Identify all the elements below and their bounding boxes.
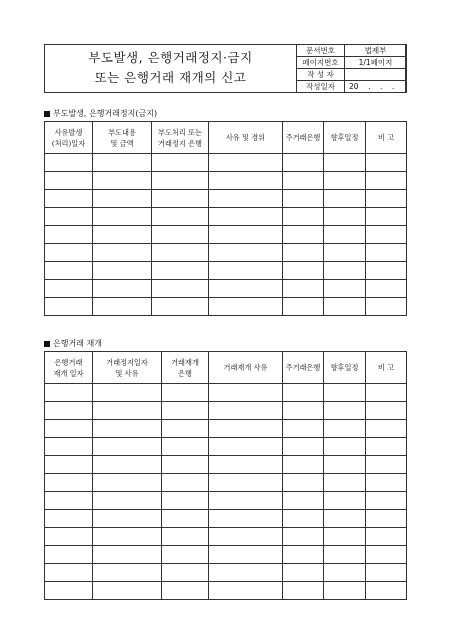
table-cell[interactable] [45,564,93,582]
table-cell[interactable] [283,262,324,280]
table-row [45,244,407,262]
table-cell[interactable] [324,438,366,456]
meta-value: 법제부 [345,45,407,57]
table-row [45,474,407,492]
table-cell[interactable] [152,262,209,280]
table-cell[interactable] [45,474,93,492]
table-cell[interactable] [209,190,283,208]
table-cell[interactable] [324,172,366,190]
table-cell[interactable] [93,564,162,582]
table-cell[interactable] [366,190,407,208]
meta-value: 20 . . . [345,81,407,93]
table-cell[interactable] [93,510,162,528]
resumption-report-table [44,351,407,600]
document-title [44,44,297,92]
table-cell[interactable] [366,208,407,226]
default-report-table [44,121,407,316]
table-cell[interactable] [283,298,324,316]
table-cell[interactable] [45,384,93,402]
table-cell[interactable] [209,226,283,244]
table-cell[interactable] [324,510,366,528]
table-cell[interactable] [162,546,209,564]
table-cell[interactable] [45,208,93,226]
table-cell[interactable] [93,546,162,564]
table-cell[interactable] [162,402,209,420]
table-cell[interactable] [209,262,283,280]
table-row [45,172,407,190]
table-row [45,190,407,208]
table-cell[interactable] [45,456,93,474]
table-cell[interactable] [45,154,93,172]
table-cell[interactable] [93,402,162,420]
table-cell[interactable] [283,492,324,510]
table-cell[interactable] [366,154,407,172]
meta-label: 문서번호 [297,45,345,57]
column-header: 부도처리 또는 거래정지 은행 [152,122,209,154]
table-cell[interactable] [283,172,324,190]
table-cell[interactable] [324,244,366,262]
table-cell[interactable] [152,172,209,190]
column-header: 비 고 [366,352,407,384]
table-cell[interactable] [93,190,152,208]
table-cell[interactable] [324,528,366,546]
table-cell[interactable] [209,582,283,600]
table-cell[interactable] [366,492,407,510]
table-cell[interactable] [283,438,324,456]
table-cell[interactable] [366,172,407,190]
table-cell[interactable] [162,438,209,456]
column-header: 향후일정 [324,352,366,384]
table-cell[interactable] [93,172,152,190]
table-row [45,528,407,546]
table-cell[interactable] [152,226,209,244]
square-bullet-icon [44,111,50,117]
meta-row [297,81,407,93]
title-line-2: 또는 은행거래 재개의 신고 [94,70,247,85]
meta-row [297,69,407,81]
table-row [45,582,407,600]
table-row [45,280,407,298]
table-cell[interactable] [366,420,407,438]
column-header: 거래정지일자 및 사유 [93,352,162,384]
table-cell[interactable] [283,280,324,298]
title-line-1: 부도발생, 은행거래정지·금지 [88,50,253,65]
table-cell[interactable] [45,190,93,208]
table-cell[interactable] [209,244,283,262]
table-row [45,546,407,564]
table-cell[interactable] [209,208,283,226]
table-cell[interactable] [366,474,407,492]
table-cell[interactable] [324,564,366,582]
table-cell[interactable] [45,402,93,420]
table-cell[interactable] [209,492,283,510]
table-cell[interactable] [93,154,152,172]
table-cell[interactable] [209,510,283,528]
table-cell[interactable] [209,384,283,402]
table-cell[interactable] [324,492,366,510]
table-row [45,298,407,316]
table-cell[interactable] [366,384,407,402]
column-header: 주거래은행 [283,122,324,154]
table-row [45,438,407,456]
table-cell[interactable] [324,456,366,474]
table-cell[interactable] [93,244,152,262]
table-row [45,456,407,474]
section-2-title: 은행거래 재개 [53,339,102,348]
table-cell[interactable] [366,528,407,546]
table-cell[interactable] [93,208,152,226]
table-cell[interactable] [209,456,283,474]
section-2-label [44,338,102,349]
table-cell[interactable] [324,402,366,420]
meta-row [297,57,407,69]
table-cell[interactable] [45,244,93,262]
table-cell[interactable] [93,438,162,456]
table-cell[interactable] [162,420,209,438]
table-cell[interactable] [366,510,407,528]
document-meta-table [296,44,407,93]
table-cell[interactable] [324,226,366,244]
table-row [45,208,407,226]
table-cell[interactable] [152,298,209,316]
table-cell[interactable] [209,280,283,298]
column-header: 부도내용 및 금액 [93,122,152,154]
table-cell[interactable] [45,546,93,564]
table-row [45,384,407,402]
table-cell[interactable] [209,172,283,190]
meta-label: 페이지번호 [297,57,345,69]
column-header: 사유발생 (처리)일자 [45,122,93,154]
table-cell[interactable] [209,420,283,438]
table-cell[interactable] [209,474,283,492]
table-cell[interactable] [45,510,93,528]
table-cell[interactable] [283,564,324,582]
table-cell[interactable] [324,384,366,402]
table-cell[interactable] [152,154,209,172]
table-cell[interactable] [283,154,324,172]
meta-row [297,45,407,57]
table-cell[interactable] [324,546,366,564]
table-cell[interactable] [45,226,93,244]
table-cell[interactable] [152,244,209,262]
table-row [45,154,407,172]
table-cell[interactable] [324,298,366,316]
table-cell[interactable] [45,420,93,438]
table-row [45,510,407,528]
table-cell[interactable] [366,262,407,280]
table-cell[interactable] [324,474,366,492]
table-cell[interactable] [45,582,93,600]
table-cell[interactable] [283,456,324,474]
column-header: 거래재개 은행 [162,352,209,384]
table-row [45,420,407,438]
table-cell[interactable] [45,492,93,510]
meta-value [345,69,407,81]
table-cell[interactable] [283,546,324,564]
table-cell[interactable] [162,474,209,492]
table-cell[interactable] [366,546,407,564]
column-header: 주거래은행 [283,352,324,384]
table-cell[interactable] [283,226,324,244]
table-cell[interactable] [283,528,324,546]
table-row [45,262,407,280]
table-cell[interactable] [324,154,366,172]
table-cell[interactable] [152,280,209,298]
table-cell[interactable] [93,582,162,600]
column-header: 향후일정 [324,122,366,154]
table-cell[interactable] [283,244,324,262]
table-cell[interactable] [324,582,366,600]
table-cell[interactable] [162,384,209,402]
table-cell[interactable] [283,510,324,528]
table-cell[interactable] [93,492,162,510]
table-cell[interactable] [324,420,366,438]
table-cell[interactable] [366,402,407,420]
table-cell[interactable] [366,280,407,298]
table-cell[interactable] [93,226,152,244]
table-cell[interactable] [45,438,93,456]
table-cell[interactable] [209,528,283,546]
square-bullet-icon [44,341,50,347]
column-header: 은행거래 재개 일자 [45,352,93,384]
table-cell[interactable] [283,208,324,226]
table-cell[interactable] [93,456,162,474]
section-1-title: 부도발생, 은행거래정지(금지) [53,109,158,118]
table-cell[interactable] [283,420,324,438]
table-cell[interactable] [283,190,324,208]
table-cell[interactable] [209,546,283,564]
table-cell[interactable] [45,172,93,190]
table-cell[interactable] [162,492,209,510]
table-cell[interactable] [283,384,324,402]
table-cell[interactable] [209,564,283,582]
table-cell[interactable] [366,564,407,582]
table-cell[interactable] [152,208,209,226]
table-cell[interactable] [93,384,162,402]
table-cell[interactable] [366,456,407,474]
table-header-row [45,352,407,384]
table-cell[interactable] [152,190,209,208]
table-cell[interactable] [162,528,209,546]
table-cell[interactable] [93,528,162,546]
table-cell[interactable] [45,262,93,280]
meta-value: 1/1페이지 [345,57,407,69]
table-cell[interactable] [283,402,324,420]
table-row [45,402,407,420]
table-cell[interactable] [45,280,93,298]
table-cell[interactable] [366,582,407,600]
table-cell[interactable] [45,528,93,546]
table-cell[interactable] [93,280,152,298]
table-cell[interactable] [93,420,162,438]
table-cell[interactable] [366,226,407,244]
column-header: 비 고 [366,122,407,154]
table-cell[interactable] [283,582,324,600]
table-cell[interactable] [93,298,152,316]
table-cell[interactable] [45,298,93,316]
table-cell[interactable] [162,510,209,528]
table-row [45,492,407,510]
table-row [45,564,407,582]
table-cell[interactable] [324,190,366,208]
table-cell[interactable] [324,280,366,298]
meta-label: 작 성 자 [297,69,345,81]
table-cell[interactable] [324,208,366,226]
table-cell[interactable] [162,456,209,474]
table-cell[interactable] [366,298,407,316]
column-header: 사유 및 경위 [209,122,283,154]
table-cell[interactable] [324,262,366,280]
table-cell[interactable] [209,438,283,456]
table-cell[interactable] [366,438,407,456]
section-1-label [44,108,157,119]
table-cell[interactable] [366,244,407,262]
table-cell[interactable] [162,582,209,600]
table-cell[interactable] [93,474,162,492]
column-header: 거래재개 사유 [209,352,283,384]
table-row [45,226,407,244]
table-header-row [45,122,407,154]
table-cell[interactable] [209,298,283,316]
table-cell[interactable] [283,474,324,492]
table-cell[interactable] [209,402,283,420]
table-cell[interactable] [93,262,152,280]
table-cell[interactable] [209,154,283,172]
meta-label: 작성일자 [297,81,345,93]
table-cell[interactable] [162,564,209,582]
